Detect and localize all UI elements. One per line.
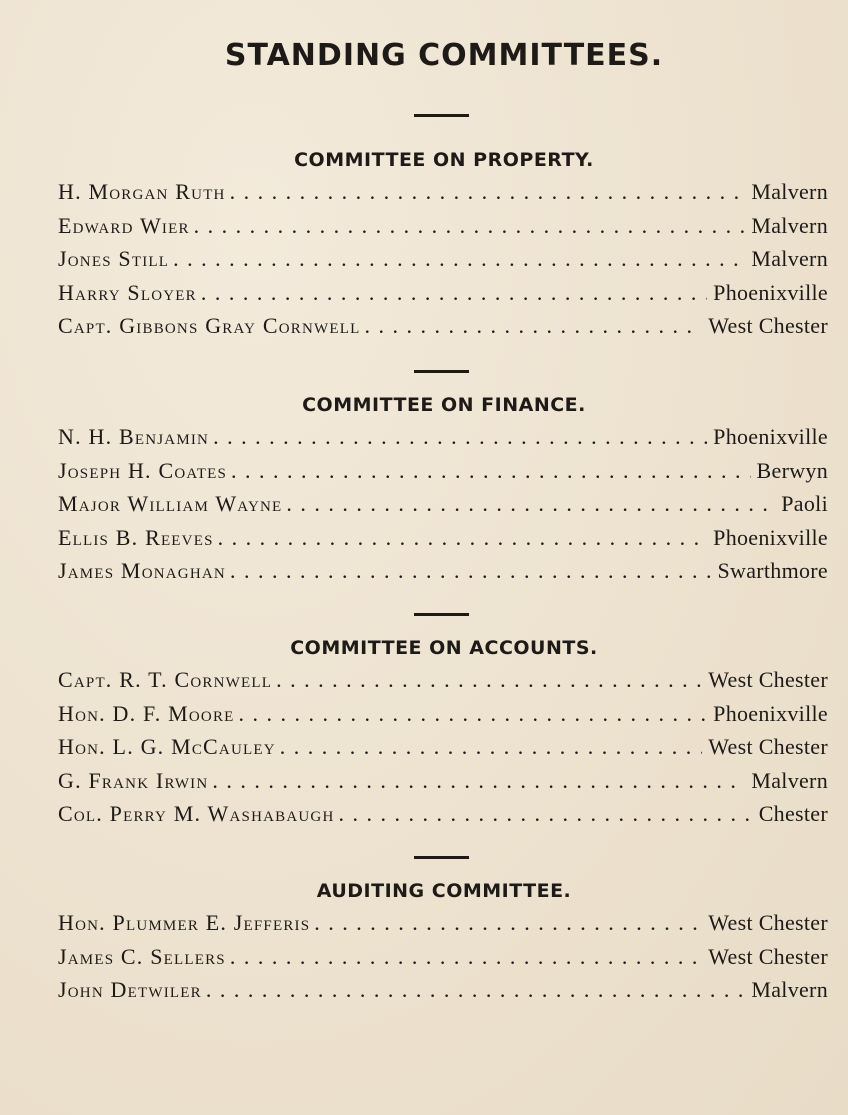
member-place: West Chester xyxy=(708,943,828,969)
leader-dots xyxy=(286,487,775,521)
member-row xyxy=(58,454,828,488)
member-place: Malvern xyxy=(751,179,828,204)
member-row xyxy=(58,420,828,454)
divider-rule xyxy=(414,856,469,859)
member-name: Jones Still xyxy=(58,246,170,271)
member-place: Phoenixville xyxy=(713,424,828,449)
member-name: Ellis B. Reeves xyxy=(58,524,214,550)
member-row xyxy=(58,973,828,1007)
leader-dots xyxy=(213,420,707,454)
member-name: Col. Perry M. Washabaugh xyxy=(58,801,335,826)
leader-dots xyxy=(173,242,745,276)
member-place: Phoenixville xyxy=(713,700,828,726)
member-place: West Chester xyxy=(708,734,828,759)
member-place: Swarthmore xyxy=(717,558,828,583)
member-place: Malvern xyxy=(751,767,828,793)
leader-dots xyxy=(230,554,712,588)
member-name: Hon. L. G. McCauley xyxy=(58,734,276,759)
member-name: H. Morgan Ruth xyxy=(58,179,226,204)
leader-dots xyxy=(230,940,702,974)
section-title: AUDITING COMMITTEE. xyxy=(316,880,572,902)
member-place: Phoenixville xyxy=(713,524,828,550)
member-place: West Chester xyxy=(708,313,828,338)
member-place: Berwyn xyxy=(756,457,828,483)
section-title: COMMITTEE ON FINANCE. xyxy=(302,394,586,416)
divider-rule xyxy=(414,613,469,616)
committee-section-property xyxy=(0,145,848,343)
member-row xyxy=(58,730,828,764)
member-place: West Chester xyxy=(708,667,828,692)
member-name: Hon. D. F. Moore xyxy=(58,700,235,726)
leader-dots xyxy=(339,797,753,831)
member-row xyxy=(58,487,828,521)
member-row xyxy=(58,906,828,940)
member-name: Capt. Gibbons Gray Cornwell xyxy=(58,313,361,338)
member-row xyxy=(58,209,828,243)
leader-dots xyxy=(276,663,702,697)
member-row xyxy=(58,940,828,974)
leader-dots xyxy=(230,175,746,209)
member-name: Edward Wier xyxy=(58,212,190,238)
page-title: STANDING COMMITTEES. xyxy=(224,38,664,73)
member-row xyxy=(58,175,828,209)
member-name: Major William Wayne xyxy=(58,491,283,516)
divider-rule xyxy=(414,114,469,117)
member-name: N. H. Benjamin xyxy=(58,424,210,449)
member-row xyxy=(58,276,828,310)
leader-dots xyxy=(231,454,751,488)
member-row xyxy=(58,242,828,276)
member-row xyxy=(58,697,828,731)
member-name: James C. Sellers xyxy=(58,943,226,969)
member-row xyxy=(58,764,828,798)
leader-dots xyxy=(364,309,702,343)
leader-dots xyxy=(218,521,708,555)
member-row xyxy=(58,521,828,555)
member-row xyxy=(58,797,828,831)
committee-section-accounts xyxy=(0,633,848,831)
leader-dots xyxy=(314,906,702,940)
leader-dots xyxy=(206,973,746,1007)
divider-rule xyxy=(414,370,469,373)
leader-dots xyxy=(280,730,703,764)
leader-dots xyxy=(201,276,707,310)
member-name: Harry Sloyer xyxy=(58,279,197,305)
member-place: Paoli xyxy=(781,491,828,516)
leader-dots xyxy=(194,209,746,243)
leader-dots xyxy=(239,697,708,731)
leader-dots xyxy=(212,764,745,798)
member-name: Joseph H. Coates xyxy=(58,457,228,483)
member-row xyxy=(58,663,828,697)
member-place: Chester xyxy=(758,801,828,826)
member-name: G. Frank Irwin xyxy=(58,767,209,793)
member-name: Capt. R. T. Cornwell xyxy=(58,667,273,692)
member-row xyxy=(58,554,828,588)
committee-section-auditing xyxy=(0,876,848,1007)
committee-section-finance xyxy=(0,390,848,588)
member-name: James Monaghan xyxy=(58,558,226,583)
member-row xyxy=(58,309,828,343)
member-name: John Detwiler xyxy=(58,977,202,1002)
member-place: Malvern xyxy=(751,212,828,238)
member-place: Malvern xyxy=(751,977,828,1002)
member-place: West Chester xyxy=(708,910,828,935)
section-title: COMMITTEE ON ACCOUNTS. xyxy=(290,637,598,659)
member-name: Hon. Plummer E. Jefferis xyxy=(58,910,311,935)
section-title: COMMITTEE ON PROPERTY. xyxy=(294,149,594,171)
member-place: Malvern xyxy=(751,246,828,271)
member-place: Phoenixville xyxy=(713,279,828,305)
